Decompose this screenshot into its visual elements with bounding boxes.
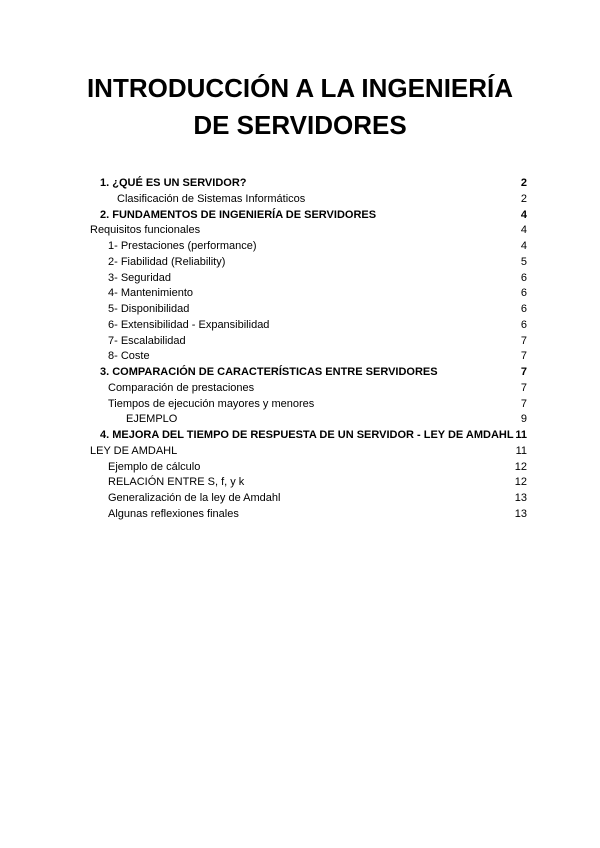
toc-entry[interactable] — [108, 317, 527, 333]
toc-section[interactable] — [100, 427, 527, 443]
toc-page-number: 6 — [520, 287, 527, 300]
toc-entry-label: Algunas reflexiones finales — [108, 507, 239, 520]
toc-page-number: 2 — [520, 192, 527, 205]
toc-section[interactable] — [100, 175, 527, 191]
toc-entry-label: Generalización de la ley de Amdahl — [108, 492, 281, 504]
toc-entry[interactable] — [108, 301, 527, 317]
toc-page-number: 12 — [514, 476, 527, 489]
toc-entry[interactable] — [117, 191, 527, 207]
toc-page-number: 7 — [520, 334, 527, 347]
toc-entry[interactable] — [108, 380, 527, 396]
toc-page-number: 11 — [515, 444, 527, 457]
toc-page-number: 7 — [520, 381, 527, 394]
toc-entry-label: Requisitos funcionales — [90, 224, 201, 237]
toc-entry-label: 4- Mantenimiento — [108, 287, 193, 300]
toc-entry[interactable] — [108, 348, 527, 364]
toc-entry[interactable] — [108, 396, 527, 412]
toc-entry-label: LEY DE AMDAHL — [90, 444, 178, 457]
toc-page-number: 4 — [520, 208, 527, 221]
toc-entry[interactable] — [108, 285, 527, 301]
title-line-1: INTRODUCCIÓN A LA INGENIERÍA — [86, 73, 514, 103]
toc-section[interactable] — [100, 364, 527, 380]
toc-entry-label: 3. COMPARACIÓN DE CARACTERÍSTICAS ENTRE SERVIDORES — [100, 366, 438, 378]
toc-entry[interactable] — [108, 474, 527, 490]
toc-page-number: 5 — [520, 255, 527, 268]
toc-entry-label: EJEMPLO — [126, 413, 178, 426]
toc-entry-label: 4. MEJORA DEL TIEMPO DE RESPUESTA DE UN SERVIDOR - LEY DE AMDAHL — [100, 429, 514, 441]
toc-entry-label: 1- Prestaciones (performance) — [108, 240, 257, 252]
toc-entry[interactable] — [126, 411, 527, 427]
toc-page-number: 4 — [520, 224, 527, 237]
title-line-2: DE SERVIDORES — [193, 110, 407, 140]
toc-entry-label: Comparación de prestaciones — [108, 381, 255, 394]
toc-entry[interactable] — [108, 506, 527, 522]
toc-entry-label: RELACIÓN ENTRE S, f, y k — [108, 476, 245, 489]
toc-page-number: 2 — [520, 177, 527, 189]
toc-entry-label: 8- Coste — [108, 350, 150, 363]
toc-entry-label: 5- Disponibilidad — [108, 303, 190, 315]
toc-entry[interactable] — [90, 443, 527, 459]
toc-entry-label: 2. FUNDAMENTOS DE INGENIERÍA DE SERVIDORES — [100, 208, 377, 221]
toc-page-number: 6 — [520, 271, 527, 284]
toc-entry[interactable] — [108, 333, 527, 349]
toc-entry-label: Clasificación de Sistemas Informáticos — [117, 192, 306, 205]
toc-entry-label: Tiempos de ejecución mayores y menores — [108, 397, 315, 410]
toc-entry[interactable] — [108, 459, 527, 475]
toc-page-number: 7 — [520, 350, 527, 363]
toc-entry[interactable] — [90, 222, 527, 238]
toc-entry-label: 2- Fiabilidad (Reliability) — [108, 255, 226, 268]
toc-page-number: 13 — [514, 492, 527, 504]
toc-section[interactable] — [100, 207, 527, 223]
toc-page-number: 9 — [520, 413, 527, 426]
toc-page-number: 11 — [515, 429, 527, 441]
document-title — [0, 70, 600, 144]
toc-entry-label: 6- Extensibilidad - Expansibilidad — [108, 318, 270, 331]
toc-page-number: 7 — [520, 366, 527, 378]
toc-entry[interactable] — [108, 254, 527, 270]
toc-page-number: 6 — [520, 318, 527, 331]
toc-entry-label: 1. ¿QUÉ ES UN SERVIDOR? — [100, 177, 247, 189]
toc-page-number: 13 — [514, 507, 527, 520]
toc-page-number: 12 — [514, 460, 527, 473]
toc-entry[interactable] — [108, 270, 527, 286]
toc-entry-label: 3- Seguridad — [108, 271, 171, 284]
toc-entry[interactable] — [108, 490, 527, 506]
toc-page-number: 6 — [520, 303, 527, 315]
toc-page-number: 4 — [520, 240, 527, 252]
toc-entry-label: 7- Escalabilidad — [108, 334, 186, 347]
toc-entry-label: Ejemplo de cálculo — [108, 460, 201, 473]
toc-page-number: 7 — [520, 397, 527, 410]
toc-entry[interactable] — [108, 238, 527, 254]
